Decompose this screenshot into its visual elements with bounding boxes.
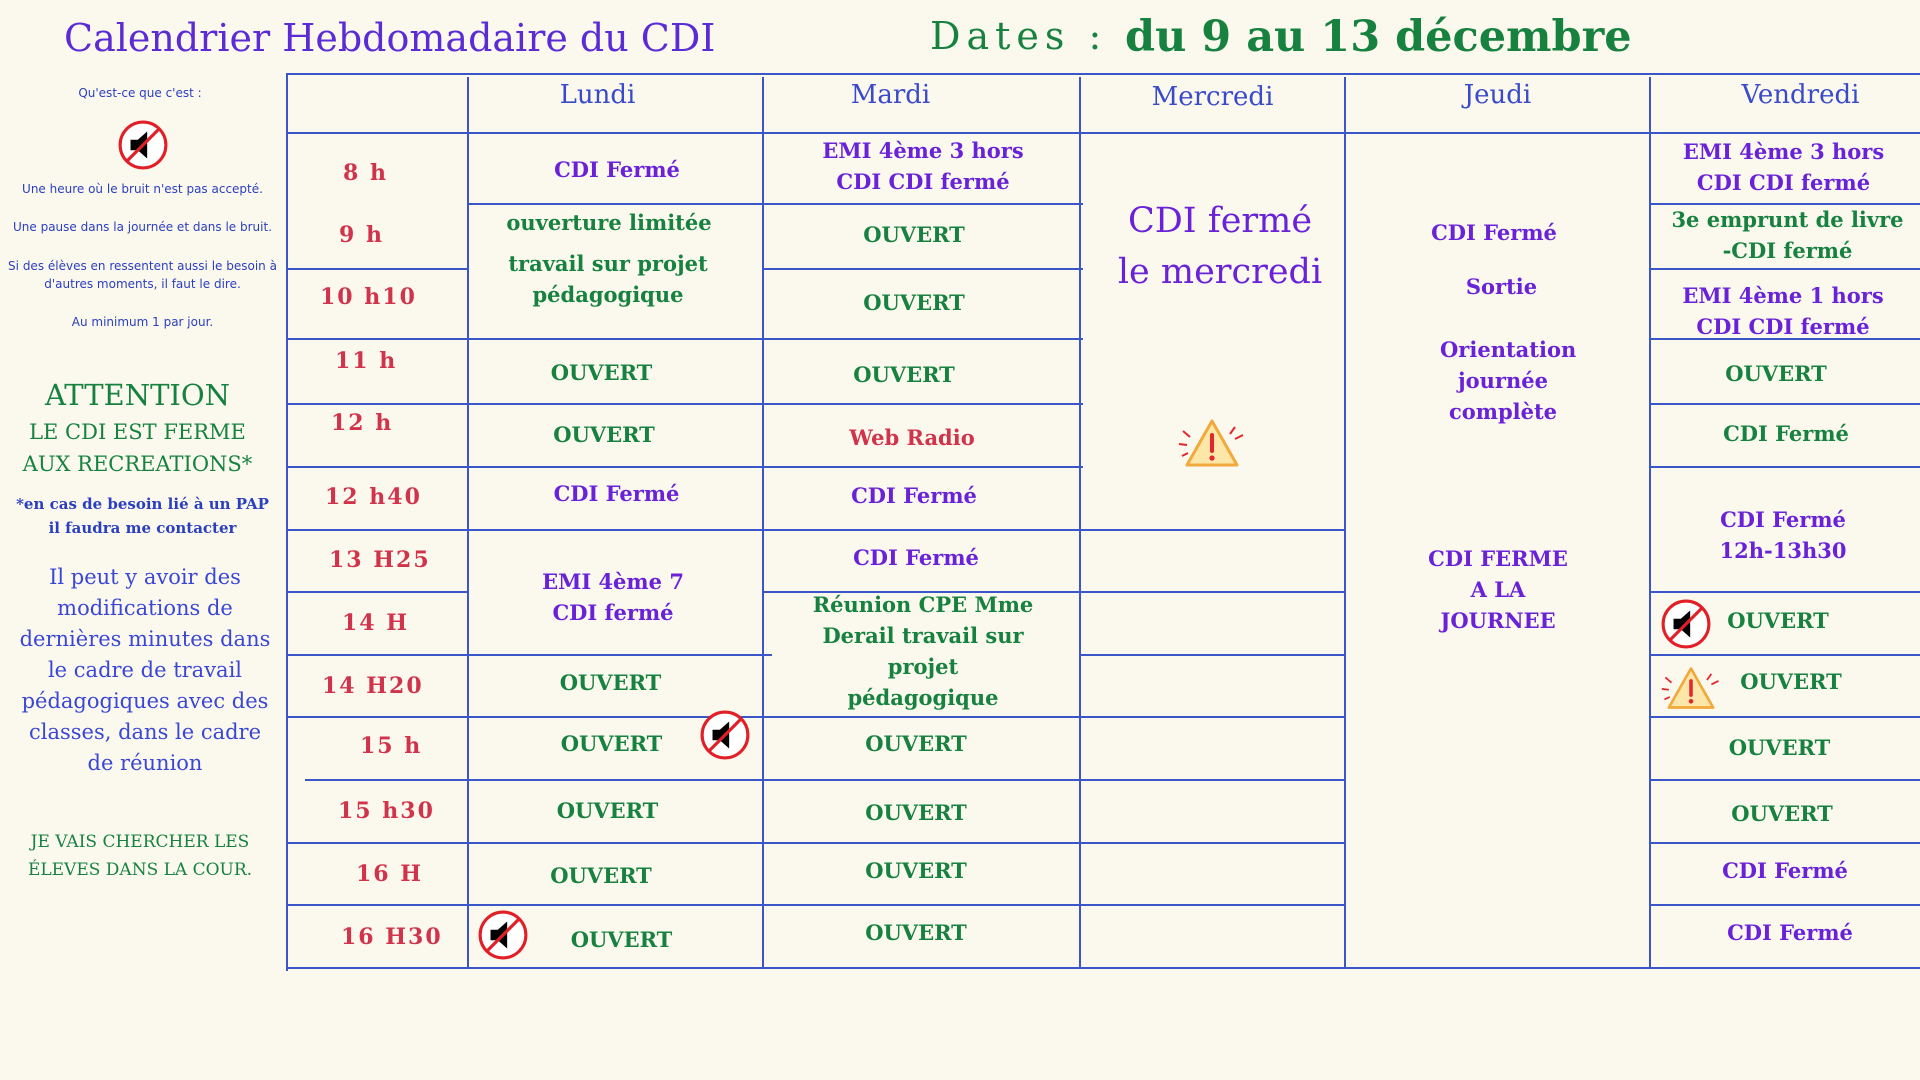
mercredi-closed-text: CDI fermé le mercredi [1117, 201, 1323, 292]
vendredi-9h-cell: 3e emprunt de livre -CDI fermé [1671, 207, 1904, 263]
time-slot: 15 h30 [338, 798, 435, 824]
time-slot: 12 h [331, 410, 394, 436]
mardi-10h10-cell: OUVERT [863, 290, 965, 315]
mute-icon [699, 709, 751, 761]
time-slot: 15 h [360, 733, 423, 759]
sidebar-definition-4: Au minimum 1 par jour. [71, 315, 214, 329]
mardi-14h-cell: Réunion CPE Mme Derail travail sur projet pédagogique [812, 592, 1034, 710]
lundi-15h-cell: OUVERT [560, 731, 663, 756]
grid-line [286, 842, 1344, 844]
grid-line [1649, 716, 1920, 718]
grid-line [286, 904, 1344, 906]
time-slot: 11 h [335, 348, 398, 374]
grid-line [1649, 779, 1920, 781]
lundi-13h25-cell: EMI 4ème 7 CDI fermé [542, 569, 684, 625]
mardi-15h-cell: OUVERT [865, 731, 967, 756]
jeudi-orientation-cell: Orientation journée complète [1440, 337, 1577, 424]
grid-line [286, 268, 467, 270]
lundi-16h30-cell: OUVERT [570, 927, 673, 952]
time-slot: 14 H [342, 610, 410, 636]
jeudi-sortie-cell: Sortie [1465, 274, 1538, 299]
mute-icon [477, 909, 529, 961]
lundi-16h-cell: OUVERT [550, 863, 652, 888]
grid-line [762, 268, 1083, 270]
time-slot: 9 h [339, 222, 384, 248]
time-slot: 14 H20 [322, 673, 424, 699]
grid-line [1649, 403, 1920, 405]
dates-value: du 9 au 13 décembre [1125, 12, 1632, 62]
grid-line [286, 132, 1920, 134]
sidebar-definition-3: Si des élèves en ressentent aussi le besoin à d'autres moments, il faut le dire. [8, 259, 277, 291]
changes-note: Il peut y avoir des modifications de dernières minutes dans le cadre de travail pédagogiques avec des classes, dans le cadre de réunion [19, 565, 271, 775]
mardi-11h-cell: OUVERT [853, 362, 955, 387]
vendredi-12h40-cell: CDI Fermé 12h-13h30 [1719, 507, 1847, 563]
day-header-vendredi: Vendredi [1741, 80, 1860, 110]
vendredi-16h-cell: CDI Fermé [1722, 858, 1848, 883]
lundi-14h20-cell: OUVERT [559, 670, 662, 695]
lundi-15h30-cell: OUVERT [556, 798, 659, 823]
time-slot: 13 H25 [329, 547, 431, 573]
closed-notice-2: AUX RECREATIONS* [22, 452, 253, 476]
grid-line [762, 77, 764, 969]
grid-line [1649, 654, 1920, 656]
fetch-note: JE VAIS CHERCHER LES ÉLEVES DANS LA COUR. [27, 832, 253, 880]
mute-icon [117, 119, 169, 171]
closed-notice-1: LE CDI EST FERME [29, 420, 246, 444]
grid-line [286, 591, 467, 593]
vendredi-16h30-cell: CDI Fermé [1727, 920, 1853, 945]
mardi-16h-cell: OUVERT [865, 858, 967, 883]
time-slot: 10 h10 [320, 284, 417, 310]
attention-heading: ATTENTION [44, 378, 231, 412]
mardi-9h-cell: OUVERT [863, 222, 965, 247]
grid-line [1344, 77, 1346, 969]
vendredi-14h-cell: OUVERT [1727, 608, 1829, 633]
lundi-8h-cell: CDI Fermé [554, 157, 680, 182]
grid-line [286, 73, 1920, 75]
mardi-15h30-cell: OUVERT [865, 800, 967, 825]
grid-line [1079, 77, 1081, 969]
lundi-12h-cell: OUVERT [553, 422, 655, 447]
lundi-9h-cell: ouverture limitée [506, 210, 712, 235]
vendredi-11h-cell: OUVERT [1725, 361, 1827, 386]
mardi-8h-cell: EMI 4ème 3 hors CDI CDI fermé [822, 138, 1024, 194]
day-header-mardi: Mardi [850, 80, 931, 110]
mute-icon [1660, 598, 1712, 650]
grid-line [1079, 654, 1344, 656]
dates-label: Dates : [930, 14, 1108, 58]
vendredi-8h-cell: EMI 4ème 3 hors CDI CDI fermé [1682, 139, 1885, 195]
day-header-lundi: Lundi [559, 80, 636, 110]
grid-line [286, 654, 772, 656]
vendredi-12h-cell: CDI Fermé [1723, 421, 1849, 446]
jeudi-closed-cell: CDI Fermé [1431, 220, 1557, 245]
sidebar-definition-1: Une heure où le bruit n'est pas accepté. [22, 182, 263, 196]
grid-line [286, 967, 1920, 969]
grid-line [1649, 77, 1651, 969]
grid-line [1649, 466, 1920, 468]
grid-line [286, 716, 1344, 718]
warning-icon [1177, 413, 1247, 473]
grid-line [1649, 842, 1920, 844]
sidebar-definition-2: Une pause dans la journée et dans le bruit. [12, 220, 273, 234]
page-title: Calendrier Hebdomadaire du CDI [64, 16, 716, 60]
time-slot: 8 h [343, 160, 388, 186]
vendredi-10h10-cell: EMI 4ème 1 hors CDI CDI fermé [1682, 283, 1884, 339]
sidebar-question: Qu'est-ce que c'est : [78, 86, 202, 100]
mardi-12h-cell: Web Radio [849, 425, 975, 450]
warning-icon [1660, 661, 1722, 715]
lundi-11h-cell: OUVERT [550, 360, 653, 385]
vendredi-15h-cell: OUVERT [1728, 735, 1831, 760]
grid-line [286, 529, 1344, 531]
vendredi-15h30-cell: OUVERT [1731, 801, 1833, 826]
day-header-mercredi: Mercredi [1151, 82, 1274, 112]
pap-note: *en cas de besoin lié à un PAP il faudra me contacter [16, 495, 269, 537]
mardi-13h25-cell: CDI Fermé [853, 545, 979, 570]
grid-line [1649, 591, 1920, 593]
time-slot: 12 h40 [325, 484, 422, 510]
grid-line [467, 203, 1083, 205]
vendredi-14h20-cell: OUVERT [1740, 669, 1842, 694]
grid-line [286, 73, 288, 971]
grid-line [286, 338, 1083, 340]
grid-line [1649, 268, 1920, 270]
day-header-jeudi: Jeudi [1463, 80, 1532, 110]
lundi-10h10-cell: travail sur projet pédagogique [508, 251, 708, 307]
grid-line [286, 403, 1083, 405]
time-slot: 16 H [356, 861, 424, 887]
grid-line [1649, 904, 1920, 906]
mardi-16h30-cell: OUVERT [865, 920, 967, 945]
grid-line [286, 466, 1083, 468]
mardi-12h40-cell: CDI Fermé [851, 483, 977, 508]
jeudi-closed-day-cell: CDI FERME A LA JOURNEE [1428, 546, 1568, 633]
time-slot: 16 H30 [341, 924, 443, 950]
grid-line [305, 779, 1344, 781]
lundi-12h40-cell: CDI Fermé [553, 481, 680, 506]
